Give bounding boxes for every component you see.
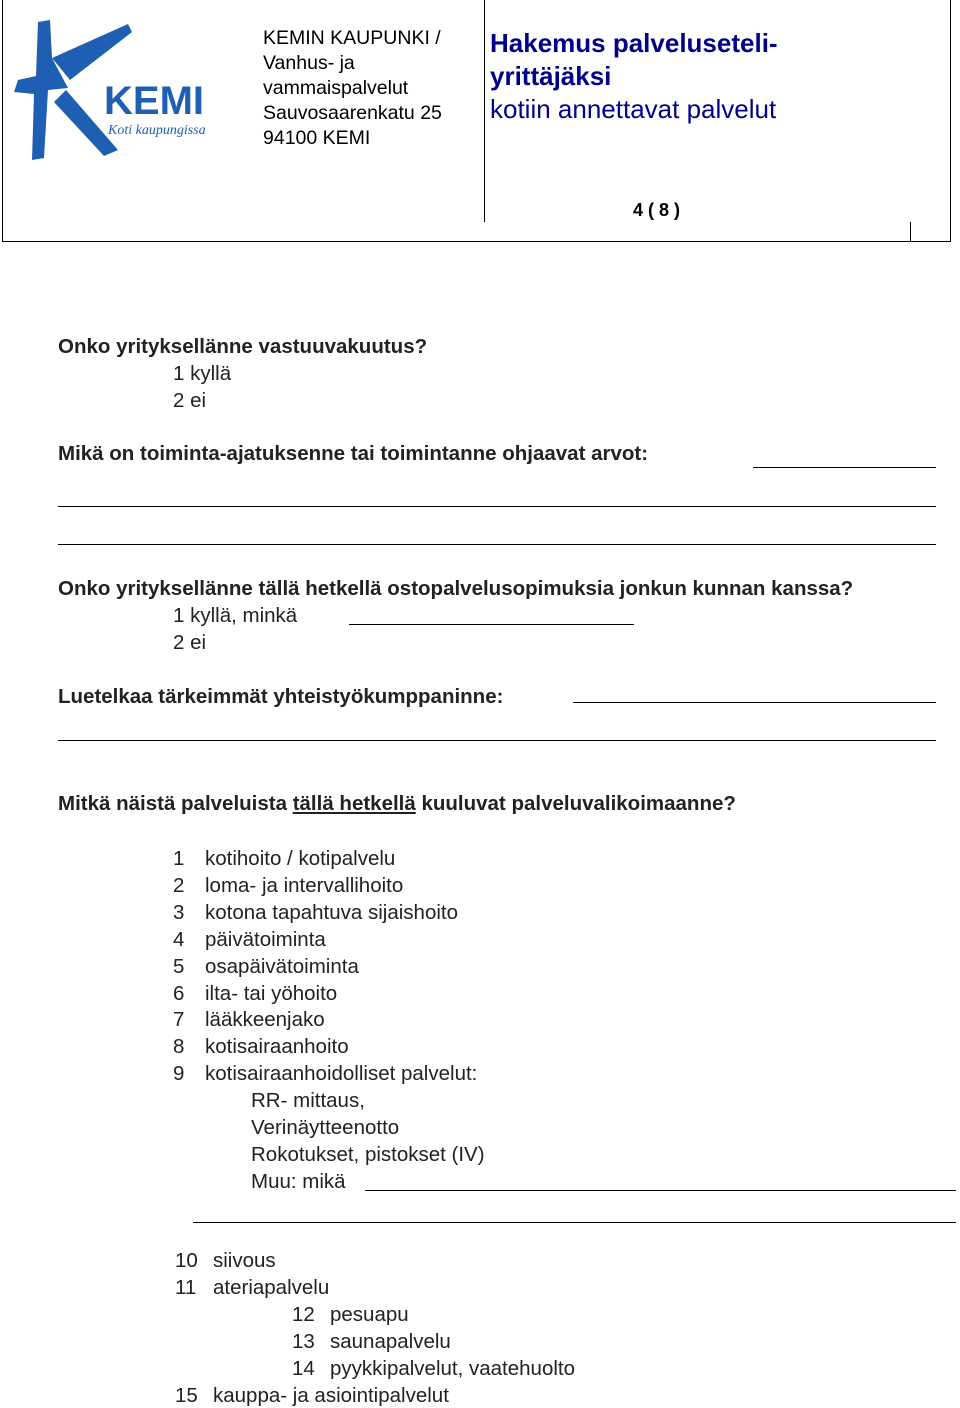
- service-item[interactable]: [173, 900, 477, 927]
- question-partners: Luetelkaa tärkeimmät yhteistyökumppaninne:: [58, 685, 504, 708]
- service-item[interactable]: [173, 873, 477, 900]
- service-number: 11: [175, 1276, 197, 1299]
- service-list: [173, 846, 477, 1088]
- service-label: loma- ja intervallihoito: [205, 873, 404, 897]
- service-label: saunapalvelu: [330, 1330, 451, 1353]
- org-address: [263, 26, 442, 151]
- service-item[interactable]: [175, 1384, 449, 1408]
- service-item[interactable]: [173, 981, 477, 1008]
- form-title: [490, 27, 778, 93]
- sub-item[interactable]: RR- mittaus,: [251, 1089, 365, 1112]
- question-text: Mitkä näistä palveluista: [58, 792, 293, 815]
- logo-tagline: Koti kaupungissa: [108, 123, 206, 138]
- service-label: siivous: [213, 1249, 276, 1272]
- service-label: kotona tapahtuva sijaishoito: [205, 900, 459, 924]
- question-purchase-agreements: Onko yrityksellänne tällä hetkellä ostopalvelusopimuksia jonkun kunnan kanssa?: [58, 577, 854, 600]
- service-number: 14: [292, 1357, 315, 1380]
- service-label: kotihoito / kotipalvelu: [205, 847, 396, 870]
- service-label: kotisairaanhoito: [205, 1035, 349, 1059]
- service-label: osapäivätoiminta: [205, 954, 359, 978]
- service-label: pesuapu: [330, 1303, 409, 1326]
- option-yes[interactable]: 1 kyllä: [173, 362, 232, 385]
- service-label: kauppa- ja asiointipalvelut: [213, 1384, 449, 1407]
- question-text-underlined: tällä hetkellä: [292, 792, 416, 815]
- service-number: 12: [292, 1303, 315, 1326]
- sub-item[interactable]: Rokotukset, pistokset (IV): [251, 1142, 485, 1166]
- answer-line[interactable]: [58, 506, 936, 507]
- answer-line[interactable]: [753, 467, 936, 468]
- kemi-logo: [8, 18, 223, 163]
- service-label: ateriapalvelu: [213, 1276, 330, 1299]
- service-item[interactable]: [173, 1034, 477, 1061]
- service-item[interactable]: [173, 1007, 477, 1034]
- service-number: 2: [173, 873, 185, 897]
- service-number: 10: [175, 1249, 198, 1272]
- option-no[interactable]: 2 ei: [173, 389, 207, 412]
- service-label: pyykkipalvelut, vaatehuolto: [330, 1357, 576, 1380]
- org-line: Sauvosaarenkatu 25: [263, 102, 442, 124]
- logo-text: KEMI: [104, 79, 204, 123]
- question-values: Mikä on toiminta-ajatuksenne tai toimintanne ohjaavat arvot:: [58, 442, 649, 465]
- org-line: KEMIN KAUPUNKI /: [263, 27, 441, 49]
- service-number: 5: [173, 954, 185, 978]
- org-line: 94100 KEMI: [263, 127, 371, 149]
- org-line: vammaispalvelut: [263, 77, 409, 99]
- service-number: 6: [173, 981, 185, 1005]
- service-number: 15: [175, 1384, 198, 1407]
- question-services: [58, 792, 736, 816]
- header-divider: [484, 0, 485, 222]
- question-text: kuuluvat palveluvalikoimaanne?: [415, 792, 736, 815]
- title-line: Hakemus palveluseteli-: [490, 28, 778, 58]
- service-number: 9: [173, 1062, 185, 1086]
- service-label: kotisairaanhoidolliset palvelut:: [205, 1062, 478, 1086]
- sub-item-list: [251, 1088, 485, 1196]
- service-item[interactable]: [292, 1330, 451, 1354]
- option-no[interactable]: 2 ei: [173, 631, 207, 654]
- service-number: 7: [173, 1008, 185, 1032]
- question-liability-insurance: Onko yrityksellänne vastuuvakuutus?: [58, 335, 428, 358]
- service-item[interactable]: [173, 927, 477, 954]
- service-label: lääkkeenjako: [205, 1008, 325, 1032]
- answer-line[interactable]: [58, 740, 936, 741]
- answer-line[interactable]: [193, 1222, 956, 1223]
- service-label: päivätoiminta: [205, 927, 326, 951]
- sub-item[interactable]: Muu: mikä: [251, 1169, 346, 1193]
- service-number: 13: [292, 1330, 315, 1353]
- answer-line[interactable]: [365, 1190, 956, 1191]
- form-subtitle: kotiin annettavat palvelut: [490, 94, 777, 124]
- sub-item[interactable]: Verinäytteenotto: [251, 1115, 400, 1139]
- service-item[interactable]: [173, 846, 477, 873]
- service-number: 4: [173, 927, 185, 951]
- header-tick: [910, 222, 911, 242]
- service-number: 8: [173, 1035, 185, 1059]
- page-indicator: 4 ( 8 ): [633, 200, 681, 220]
- answer-line[interactable]: [349, 624, 634, 625]
- service-label: ilta- tai yöhoito: [205, 981, 338, 1005]
- service-item[interactable]: [175, 1276, 329, 1300]
- answer-line[interactable]: [573, 702, 936, 703]
- service-item[interactable]: [173, 954, 477, 981]
- title-line: yrittäjäksi: [490, 61, 612, 91]
- answer-line[interactable]: [58, 544, 936, 545]
- service-number: 1: [173, 847, 185, 870]
- service-item[interactable]: [292, 1303, 409, 1327]
- service-item[interactable]: [173, 1061, 477, 1088]
- option-yes-which[interactable]: 1 kyllä, minkä: [173, 604, 298, 627]
- org-line: Vanhus- ja: [263, 52, 355, 74]
- service-number: 3: [173, 900, 185, 924]
- service-item[interactable]: [175, 1249, 276, 1273]
- service-item[interactable]: [292, 1357, 575, 1381]
